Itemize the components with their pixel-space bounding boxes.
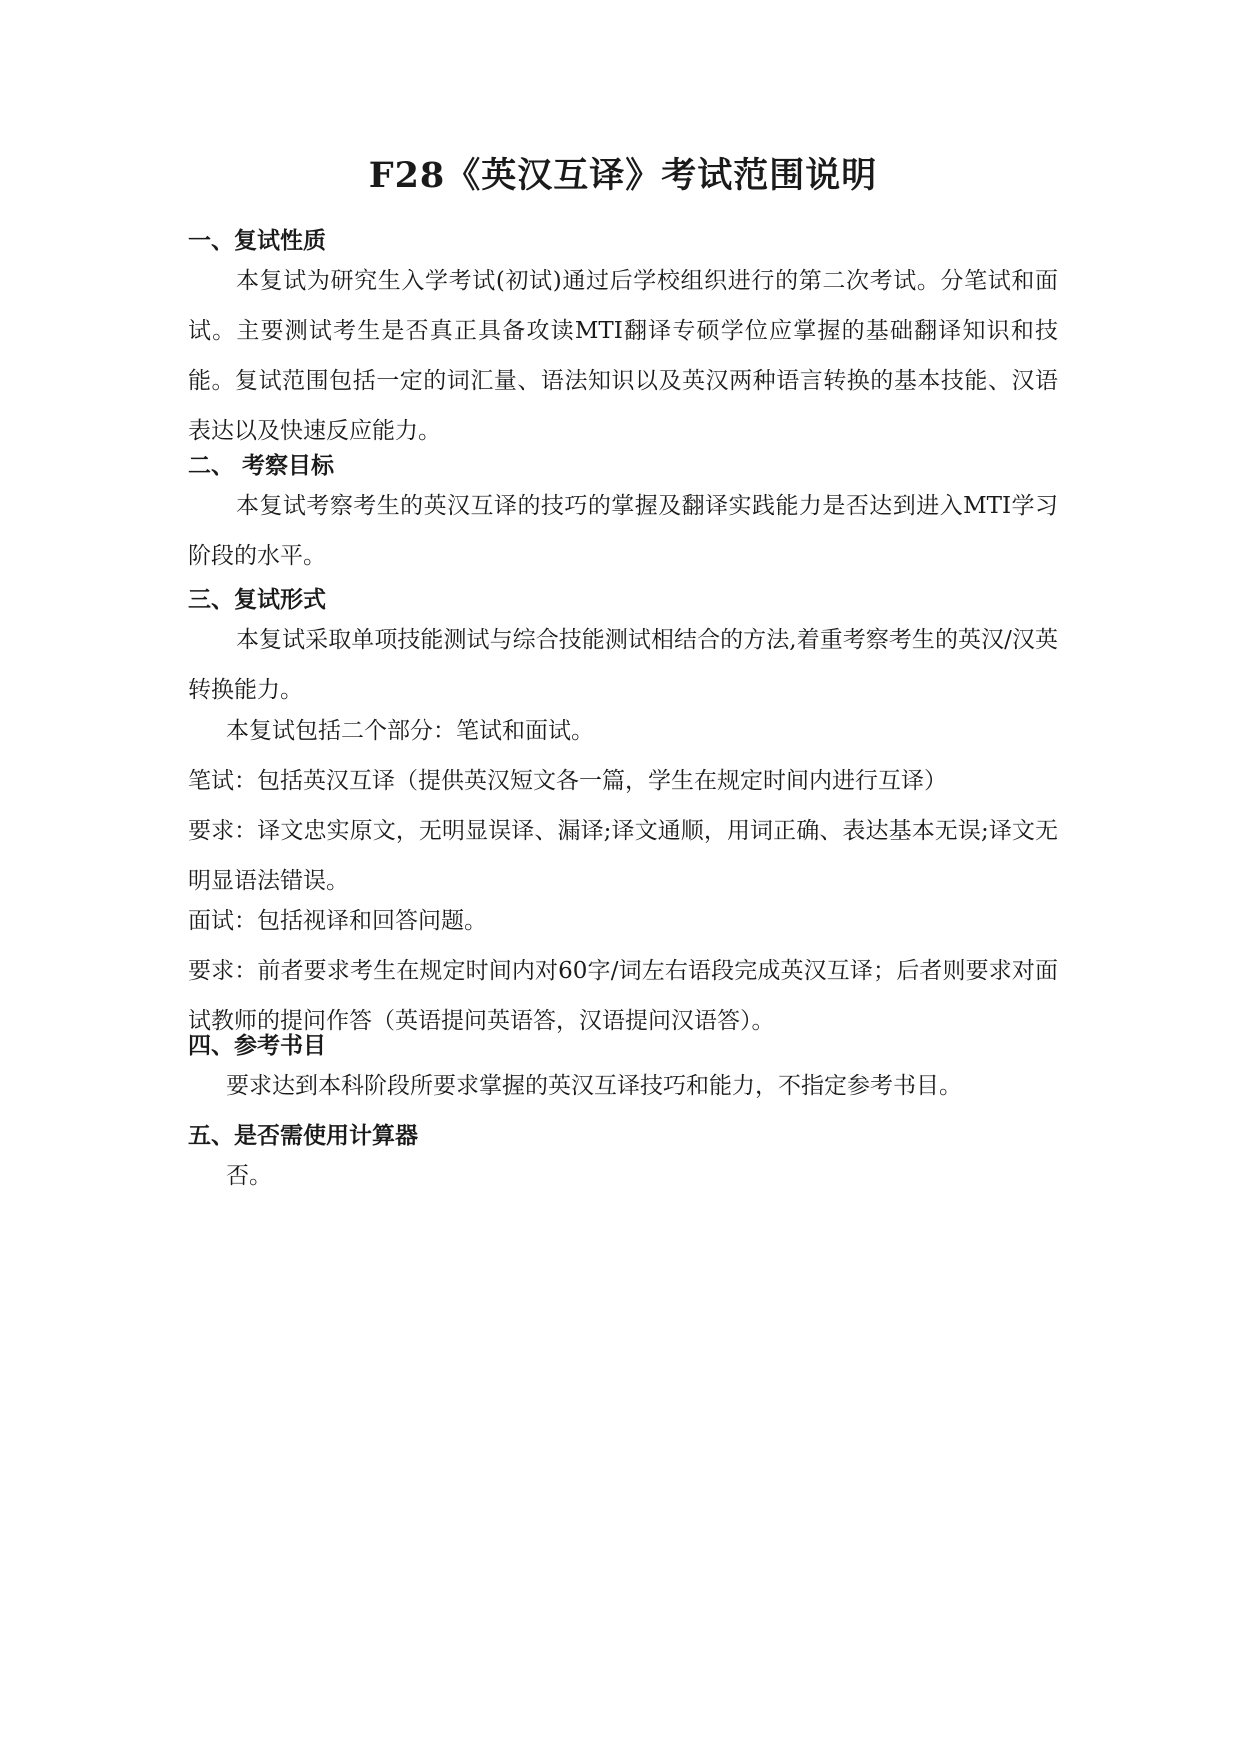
section-calculator-paragraph: 否。 (226, 1163, 272, 1189)
section-nature-paragraph: 本复试为研究生入学考试(初试)通过后学校组织进行的第二次考试。分笔试和面试。主要测试考生是否真正具备攻读MTI翻译专硕学位应掌握的基础翻译知识和技能。复试范围包括一定的词汇量、语法知识以及英汉两种语言转换的基本技能、汉语表达以及快速反应能力。 (188, 268, 1058, 444)
section-format-parts: 本复试包括二个部分：笔试和面试。 (226, 718, 594, 744)
section-heading-references: 四、参考书目 (188, 1033, 326, 1059)
section-format-paragraph: 本复试采取单项技能测试与综合技能测试相结合的方法,着重考察考生的英汉/汉英转换能力。 (188, 627, 1058, 703)
section-format-written-requirements: 要求：译文忠实原文，无明显误译、漏译;译文通顺，用词正确、表达基本无误;译文无明显语法错误。 (188, 818, 1058, 894)
section-format-interview-requirements: 要求：前者要求考生在规定时间内对60字/词左右语段完成英汉互译；后者则要求对面试教师的提问作答（英语提问英语答，汉语提问汉语答）。 (188, 958, 1058, 1034)
section-format-written: 笔试：包括英汉互译（提供英汉短文各一篇，学生在规定时间内进行互译） (188, 768, 947, 794)
document-title: F28《英汉互译》考试范围说明 (368, 155, 878, 196)
section-heading-nature: 一、复试性质 (188, 228, 326, 254)
section-heading-objective: 二、 考察目标 (188, 453, 335, 479)
section-heading-calculator: 五、是否需使用计算器 (188, 1123, 418, 1149)
section-heading-format: 三、复试形式 (188, 587, 326, 613)
section-references-paragraph: 要求达到本科阶段所要求掌握的英汉互译技巧和能力，不指定参考书目。 (226, 1073, 962, 1099)
section-format-interview: 面试：包括视译和回答问题。 (188, 908, 487, 934)
section-objective-paragraph: 本复试考察考生的英汉互译的技巧的掌握及翻译实践能力是否达到进入MTI学习阶段的水平。 (188, 493, 1058, 569)
